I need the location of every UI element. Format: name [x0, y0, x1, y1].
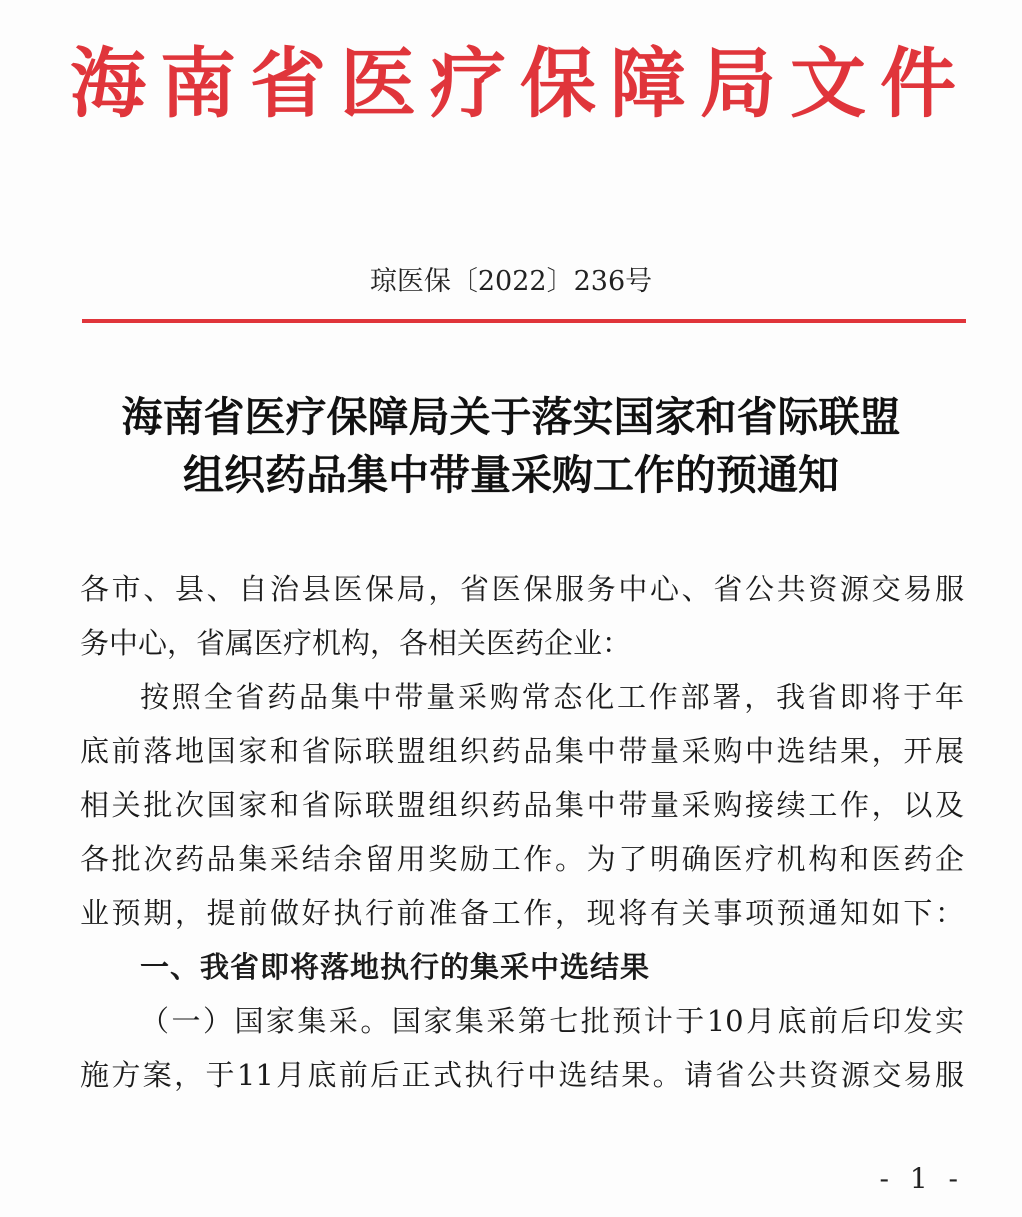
- title-line: 海南省医疗保障局关于落实国家和省际联盟: [121, 393, 901, 441]
- document-title: [60, 388, 962, 504]
- addressee-line: 各市、县、自治县医保局，省医保服务中心、省公共资源交易服: [80, 572, 964, 606]
- page-number: - 1 -: [879, 1162, 964, 1195]
- document-body: [80, 562, 964, 1102]
- title-line: 组织药品集中带量采购工作的预通知: [183, 451, 839, 499]
- paragraph-line: 相关批次国家和省际联盟组织药品集中带量采购接续工作，以及: [80, 788, 964, 822]
- red-divider-line: [82, 319, 966, 323]
- paragraph-line: 底前落地国家和省际联盟组织药品集中带量采购中选结果，开展: [80, 734, 964, 768]
- document-masthead: 海南省医疗保障局文件: [70, 39, 970, 128]
- section-heading: 一、我省即将落地执行的集采中选结果: [140, 950, 651, 984]
- addressee-line: 务中心，省属医疗机构，各相关医药企业：: [80, 626, 632, 660]
- paragraph-line: 业预期，提前做好执行前准备工作，现将有关事项预通知如下：: [80, 896, 964, 930]
- paragraph-line: 各批次药品集采结余留用奖励工作。为了明确医疗机构和医药企: [80, 842, 964, 876]
- paragraph-line: （一）国家集采。国家集采第七批预计于10月底前后印发实: [140, 1004, 964, 1038]
- document-number: 琼医保〔2022〕236号: [369, 266, 653, 297]
- paragraph-line: 施方案，于11月底前后正式执行中选结果。请省公共资源交易服: [80, 1058, 964, 1092]
- paragraph-line: 按照全省药品集中带量采购常态化工作部署，我省即将于年: [140, 680, 964, 714]
